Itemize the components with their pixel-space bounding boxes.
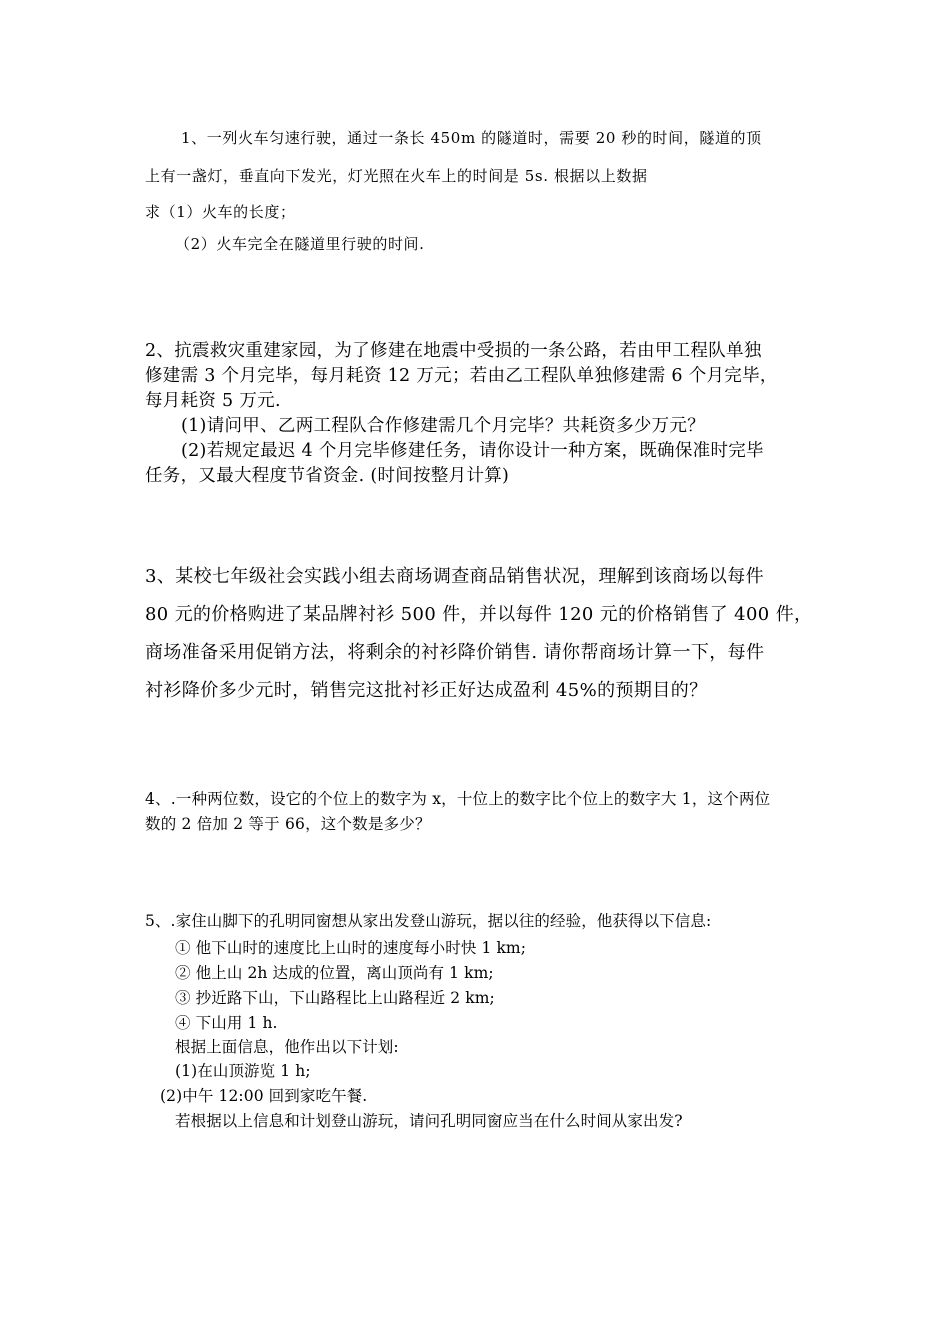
q1-line-2: 上有一盏灯，垂直向下发光，灯光照在火车上的时间是 5s. 根据以上数据 [145, 167, 648, 185]
q3-line-1: 3、某校七年级社会实践小组去商场调查商品销售状况，理解到该商场以每件 [145, 566, 765, 587]
q5-info-item-3: ③ 抄近路下山，下山路程比上山路程近 2 km; [175, 989, 495, 1007]
q5-info-item-1: ① 他下山时的速度比上山时的速度每小时快 1 km; [175, 939, 527, 957]
q1-line-4: （2）火车完全在隧道里行驶的时间. [175, 235, 425, 253]
q5-line-1: 5、.家住山脚下的孔明同窗想从家出发登山游玩，据以往的经验，他获得以下信息: [145, 912, 712, 930]
q2-line-2: 修建需 3 个月完毕，每月耗资 12 万元；若由乙工程队单独修建需 6 个月完毕， [145, 366, 778, 386]
q5-plan-intro: 根据上面信息，他作出以下计划: [175, 1038, 399, 1056]
q5-question: 若根据以上信息和计划登山游玩，请问孔明同窗应当在什么时间从家出发? [175, 1112, 683, 1130]
q5-plan-1: (1)在山顶游览 1 h; [175, 1062, 311, 1080]
q2-line-6: 任务，又最大程度节省资金. (时间按整月计算) [145, 466, 510, 486]
q2-line-1: 2、抗震救灾重建家园，为了修建在地震中受损的一条公路，若由甲工程队单独 [145, 341, 762, 361]
q3-line-3: 商场准备采用促销方法，将剩余的衬衫降价销售. 请你帮商场计算一下，每件 [145, 642, 765, 663]
q5-plan-2: (2)中午 12:00 回到家吃午餐. [160, 1087, 368, 1105]
q4-line-2: 数的 2 倍加 2 等于 66，这个数是多少？ [145, 815, 431, 833]
q2-line-5: (2)若规定最迟 4 个月完毕修建任务，请你设计一种方案，既确保准时完毕 [181, 441, 764, 461]
q3-line-4: 衬衫降价多少元时，销售完这批衬衫正好达成盈利 45%的预期目的？ [145, 680, 708, 701]
q3-line-2: 80 元的价格购进了某品牌衬衫 500 件，并以每件 120 元的价格销售了 400 件， [145, 604, 813, 625]
q2-line-3: 每月耗资 5 万元. [145, 391, 281, 411]
q2-line-4: (1)请问甲、乙两工程队合作修建需几个月完毕？共耗资多少万元？ [181, 416, 706, 436]
q1-line-1: 1、一列火车匀速行驶，通过一条长 450m 的隧道时，需要 20 秒的时间，隧道的顶 [181, 129, 762, 147]
q4-line-1: 4、.一种两位数，设它的个位上的数字为 x，十位上的数字比个位上的数字大 1，这个两位 [145, 790, 771, 808]
q1-line-3: 求（1）火车的长度； [145, 203, 296, 221]
q5-info-item-4: ④ 下山用 1 h. [175, 1014, 278, 1032]
q5-info-item-2: ② 他上山 2h 达成的位置，离山顶尚有 1 km; [175, 964, 494, 982]
